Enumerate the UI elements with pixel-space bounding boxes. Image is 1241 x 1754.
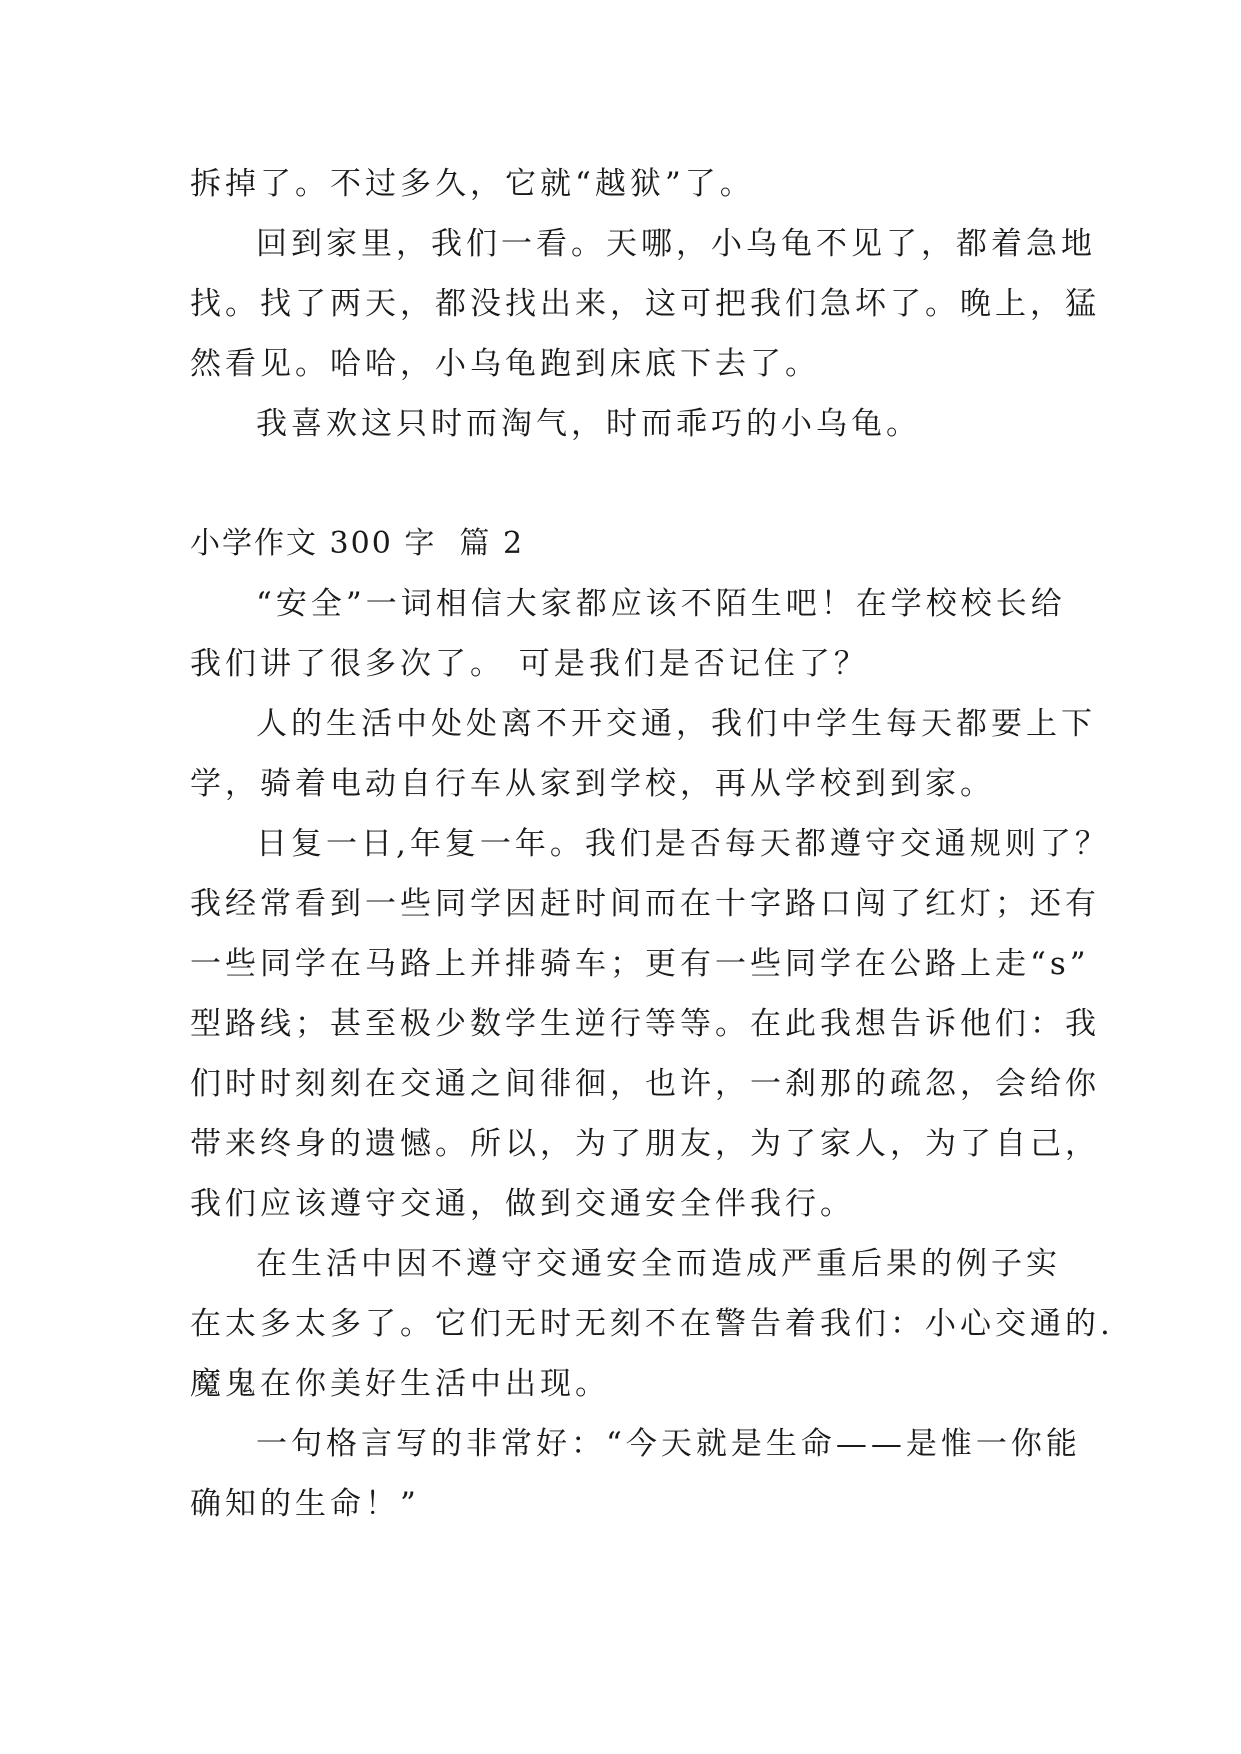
- paragraph-line: 一句格言写的非常好：“今天就是生命——是惟一你能: [256, 1426, 1081, 1462]
- paragraph-line: 一些同学在马路上并排骑车；更有一些同学在公路上走“s”: [190, 946, 1090, 982]
- paragraph-line: 们时时刻刻在交通之间徘徊，也许，一刹那的疏忽，会给你: [190, 1066, 1100, 1102]
- document-body: [190, 154, 1114, 1534]
- paragraph-line: 我们讲了很多次了。 可是我们是否记住了？: [190, 646, 869, 682]
- paragraph-line: 我喜欢这只时而淘气，时而乖巧的小乌龟。: [256, 406, 921, 442]
- paragraph-line: 学，骑着电动自行车从家到学校，再从学校到到家。: [190, 766, 995, 802]
- paragraph-line: 人的生活中处处离不开交通，我们中学生每天都要上下: [256, 706, 1096, 742]
- section-heading: 小学作文 300 字 篇 2: [190, 526, 525, 561]
- paragraph-line: 我经常看到一些同学因赶时间而在十字路口闯了红灯；还有: [190, 886, 1100, 922]
- paragraph-line: 确知的生命！”: [190, 1486, 420, 1522]
- paragraph-line: 然看见。哈哈，小乌龟跑到床底下去了。: [190, 346, 820, 382]
- paragraph-line: 找。找了两天，都没找出来，这可把我们急坏了。晚上，猛: [190, 286, 1100, 322]
- paragraph-line: “安全”一词相信大家都应该不陌生吧！在学校校长给: [256, 586, 1066, 622]
- paragraph-line: 我们应该遵守交通，做到交通安全伴我行。: [190, 1186, 855, 1222]
- paragraph-line: 在太多太多了。它们无时无刻不在警告着我们：小心交通的.: [190, 1306, 1114, 1342]
- paragraph-line: 型路线；甚至极少数学生逆行等等。在此我想告诉他们：我: [190, 1006, 1100, 1042]
- paragraph-line: 在生活中因不遵守交通安全而造成严重后果的例子实: [256, 1246, 1061, 1282]
- section-spacer: [190, 454, 1052, 514]
- paragraph-line: 拆掉了。不过多久，它就“越狱”了。: [190, 166, 755, 202]
- paragraph-line: 回到家里，我们一看。天哪，小乌龟不见了，都着急地: [256, 226, 1096, 262]
- paragraph-line: 带来终身的遗憾。所以，为了朋友，为了家人，为了自己，: [190, 1126, 1100, 1162]
- paragraph-line: 魔鬼在你美好生活中出现。: [190, 1366, 610, 1402]
- paragraph-line: 日复一日,年复一年。我们是否每天都遵守交通规则了？: [256, 826, 1110, 862]
